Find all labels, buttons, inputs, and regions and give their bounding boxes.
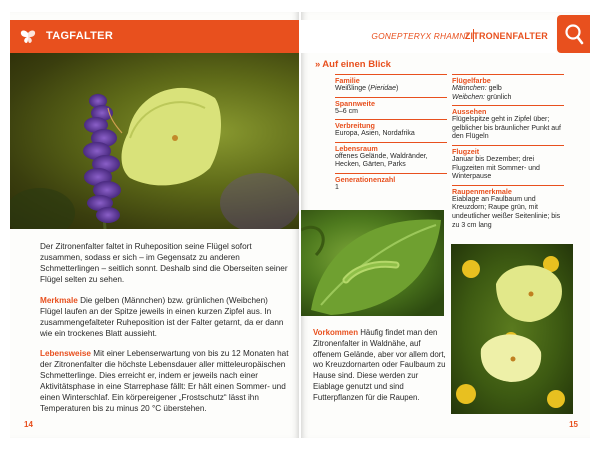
- section-title: TAGFALTER: [46, 30, 114, 42]
- species-header: [301, 20, 556, 53]
- search-icon: [564, 23, 584, 45]
- page-number-right: 15: [569, 420, 578, 429]
- intro-paragraph: Der Zitronenfalter faltet in Ruheposition seine Flügel sofort zusammen, sodass er sich – im Gegensatz zu anderen Schmetterlingen – seitlich sonnt. Deshalb sind die Oberseiten seiner Flügel selten zu sehen.: [40, 242, 288, 284]
- fact-aussehen: Aussehen Flügelspitze geht in Zipfel über; gelblicher bis bräunlicher Punkt auf den Flügeln: [452, 105, 564, 142]
- double-chevron-icon: »: [315, 59, 319, 70]
- at-a-glance-heading: » Auf einen Blick: [315, 59, 391, 70]
- german-name: ZITRONENFALTER: [464, 31, 548, 41]
- vorkommen-paragraph: [313, 328, 449, 404]
- butterfly-icon: [20, 29, 36, 44]
- fact-familie: Familie Weißlinge (Pieridae): [335, 74, 447, 94]
- lebensweise-label: Lebensweise: [40, 349, 91, 358]
- caterpillar-on-leaf-photo: [301, 210, 444, 316]
- fact-raupenmerkmale: Raupenmerkmale Eiablage an Faulbaum und Kreuzdorn; Raupe grün, mit undeutlicher weißer Seitenlinie; bis zu 3 cm lang: [452, 185, 564, 230]
- lebensweise-paragraph: [40, 348, 292, 414]
- fact-spannweite: Spannweite 5–6 cm: [335, 97, 447, 117]
- fact-lebensraum: Lebensraum offenes Gelände, Waldränder, Hecken, Gärten, Parks: [335, 142, 447, 170]
- two-brimstones-on-flowers-photo: [451, 244, 573, 414]
- left-page: [10, 12, 299, 438]
- fact-fluegelfarbe: Flügelfarbe Männchen: gelb Weibchen: grünlich: [452, 74, 564, 102]
- facts-column-left: [335, 74, 447, 196]
- vorkommen-label: Vorkommen: [313, 328, 359, 337]
- merkmale-text: Die gelben (Männchen) bzw. grünlichen (Weibchen) Flügel laufen an der Spitze jeweils in einen kurzen Zipfel aus. In zusammengefalteter Ruheposition ist der Falter getarnt, da er dann wie ein trockenes Blatt aussieht.: [40, 296, 284, 338]
- section-header-bar: [10, 20, 299, 53]
- merkmale-label: Merkmale: [40, 296, 78, 305]
- facts-column-right: [452, 74, 564, 233]
- search-tab: [557, 15, 590, 53]
- page-number-left: 14: [24, 420, 33, 429]
- merkmale-paragraph: [40, 295, 292, 339]
- vorkommen-text: Häufig findet man den Zitronenfalter in Waldnähe, auf offenem Gelände, aber vor allem dort, wo Kreuzdornarten oder Faulbaum zu Hause sind. Diese werden zur Eiablage genutzt und sind Futterpflanzen für die Raupen.: [313, 328, 446, 402]
- latin-name: GONEPTERYX RHAMNI: [371, 31, 468, 41]
- right-page: [301, 12, 590, 438]
- fact-flugzeit: Flugzeit Januar bis Dezember; drei Flugzeiten mit Sommer- und Winterpause: [452, 145, 564, 182]
- fact-generationenzahl: Generationenzahl 1: [335, 173, 447, 193]
- brimstone-on-lavender-photo: [10, 53, 299, 229]
- fact-verbreitung: Verbreitung Europa, Asien, Nordafrika: [335, 119, 447, 139]
- lebensweise-text: Mit einer Lebenserwartung von bis zu 12 Monaten hat der Zitronenfalter die höchste Lebensdauer aller mitteleuropäischen Schmetterlinge. Dies erreicht er, indem er jeweils nach einer Aktivitätsphase in eine Starrephase fällt: Er hält einen Sommer- und einen Winterschlaf. Ein körpereigener „Frostschutz“ lässt ihn Temperaturen bis zu minus 20 °C überstehen.: [40, 349, 289, 413]
